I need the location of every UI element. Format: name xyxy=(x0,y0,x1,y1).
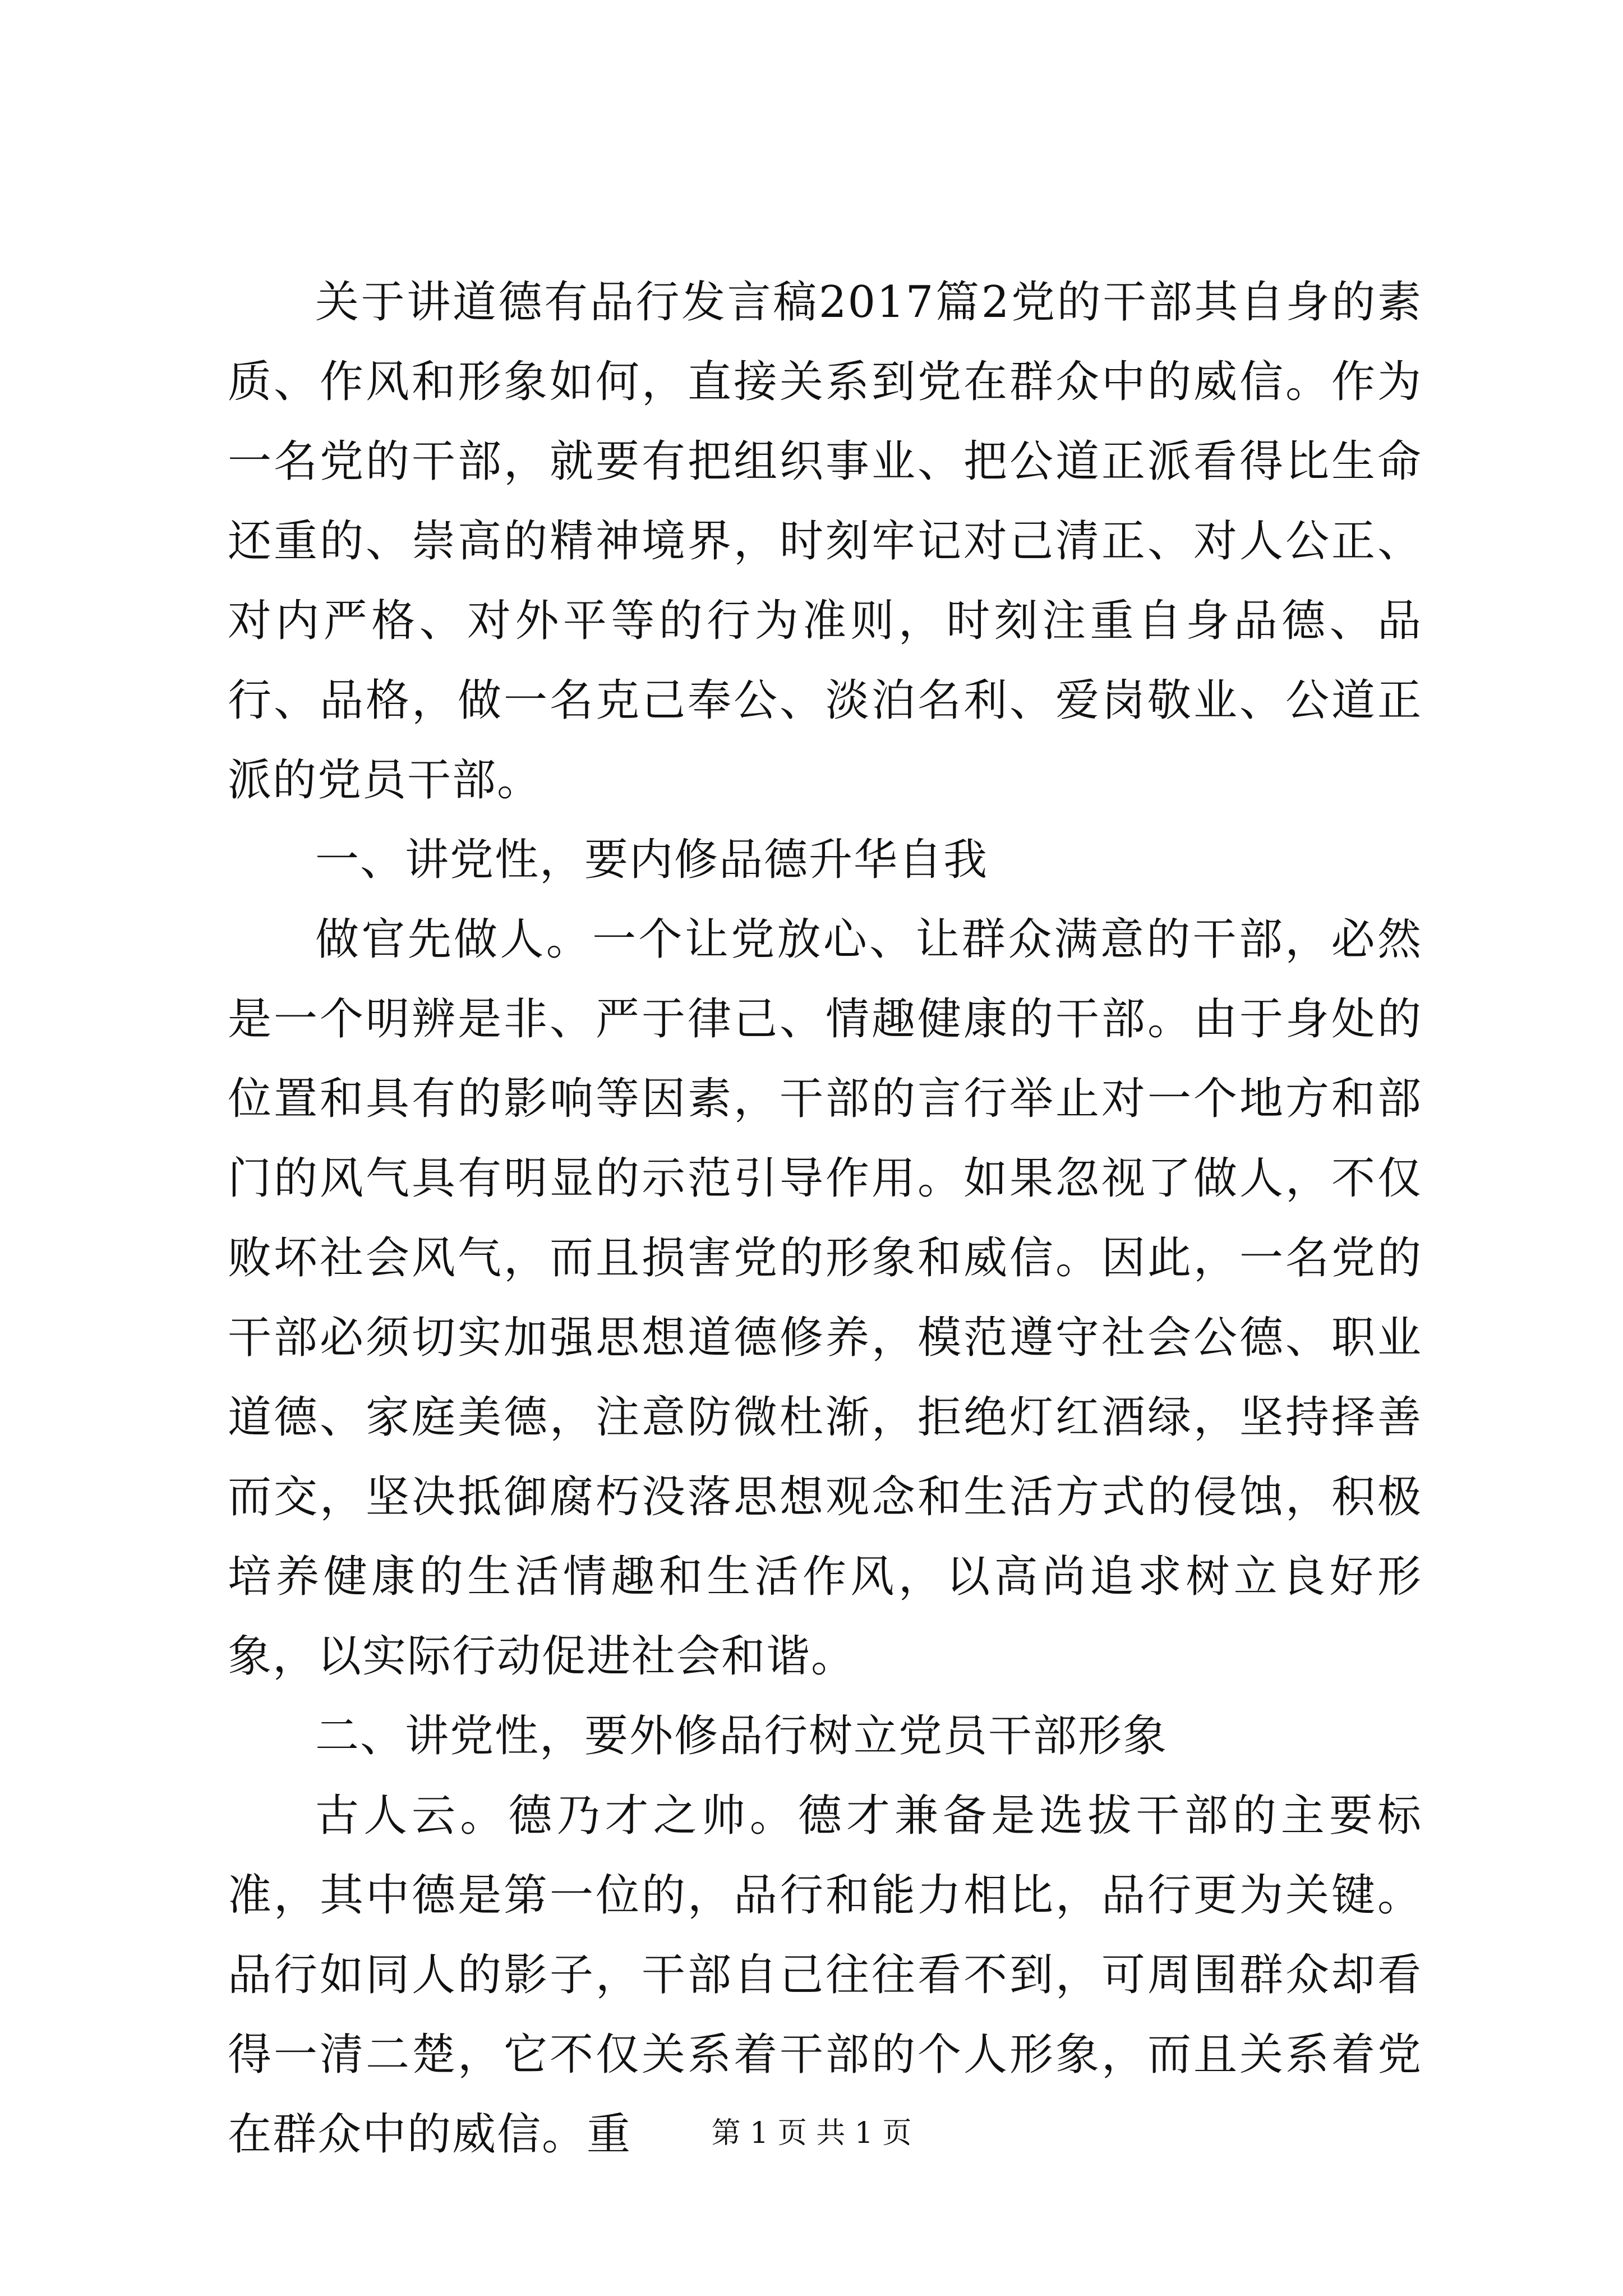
document-body xyxy=(228,263,1422,2174)
section-1-paragraph: 做官先做人。一个让党放心、让群众满意的干部，必然是一个明辨是非、严于律己、情趣健康的干部。由于身处的位置和具有的影响等因素，干部的言行举止对一个地方和部门的风气具有明显的示范引导作用。如果忽视了做人，不仅败坏社会风气，而且损害党的形象和威信。因此，一名党的干部必须切实加强思想道德修养，模范遵守社会公德、职业道德、家庭美德，注意防微杜渐，拒绝灯红酒绿，坚持择善而交，坚决抵御腐朽没落思想观念和生活方式的侵蚀，积极培养健康的生活情趣和生活作风，以高尚追求树立良好形象，以实际行动促进社会和谐。 xyxy=(228,914,1422,1682)
section-heading-2: 二、讲党性，要外修品行树立党员干部形象 xyxy=(315,1711,1168,1761)
section-2-paragraph: 古人云。德乃才之帅。德才兼备是选拔干部的主要标准，其中德是第一位的，品行和能力相比，品行更为关键。品行如同人的影子，干部自己往往看不到，可周围群众却看得一清二楚，它不仅关系着干部的个人形象，而且关系着党在群众中的威信。重 xyxy=(228,1791,1422,2160)
intro-paragraph: 关于讲道德有品行发言稿2017篇2党的干部其自身的素质、作风和形象如何，直接关系到党在群众中的威信。作为一名党的干部，就要有把组织事业、把公道正派看得比生命还重的、崇高的精神境界，时刻牢记对己清正、对人公正、对内严格、对外平等的行为准则，时刻注重自身品德、品行、品格，做一名克己奉公、淡泊名利、爱岗敬业、公道正派的党员干部。 xyxy=(228,277,1422,806)
section-heading-1: 一、讲党性，要内修品德升华自我 xyxy=(315,835,989,885)
page-number-footer: 第 1 页 共 1 页 xyxy=(711,2116,912,2150)
